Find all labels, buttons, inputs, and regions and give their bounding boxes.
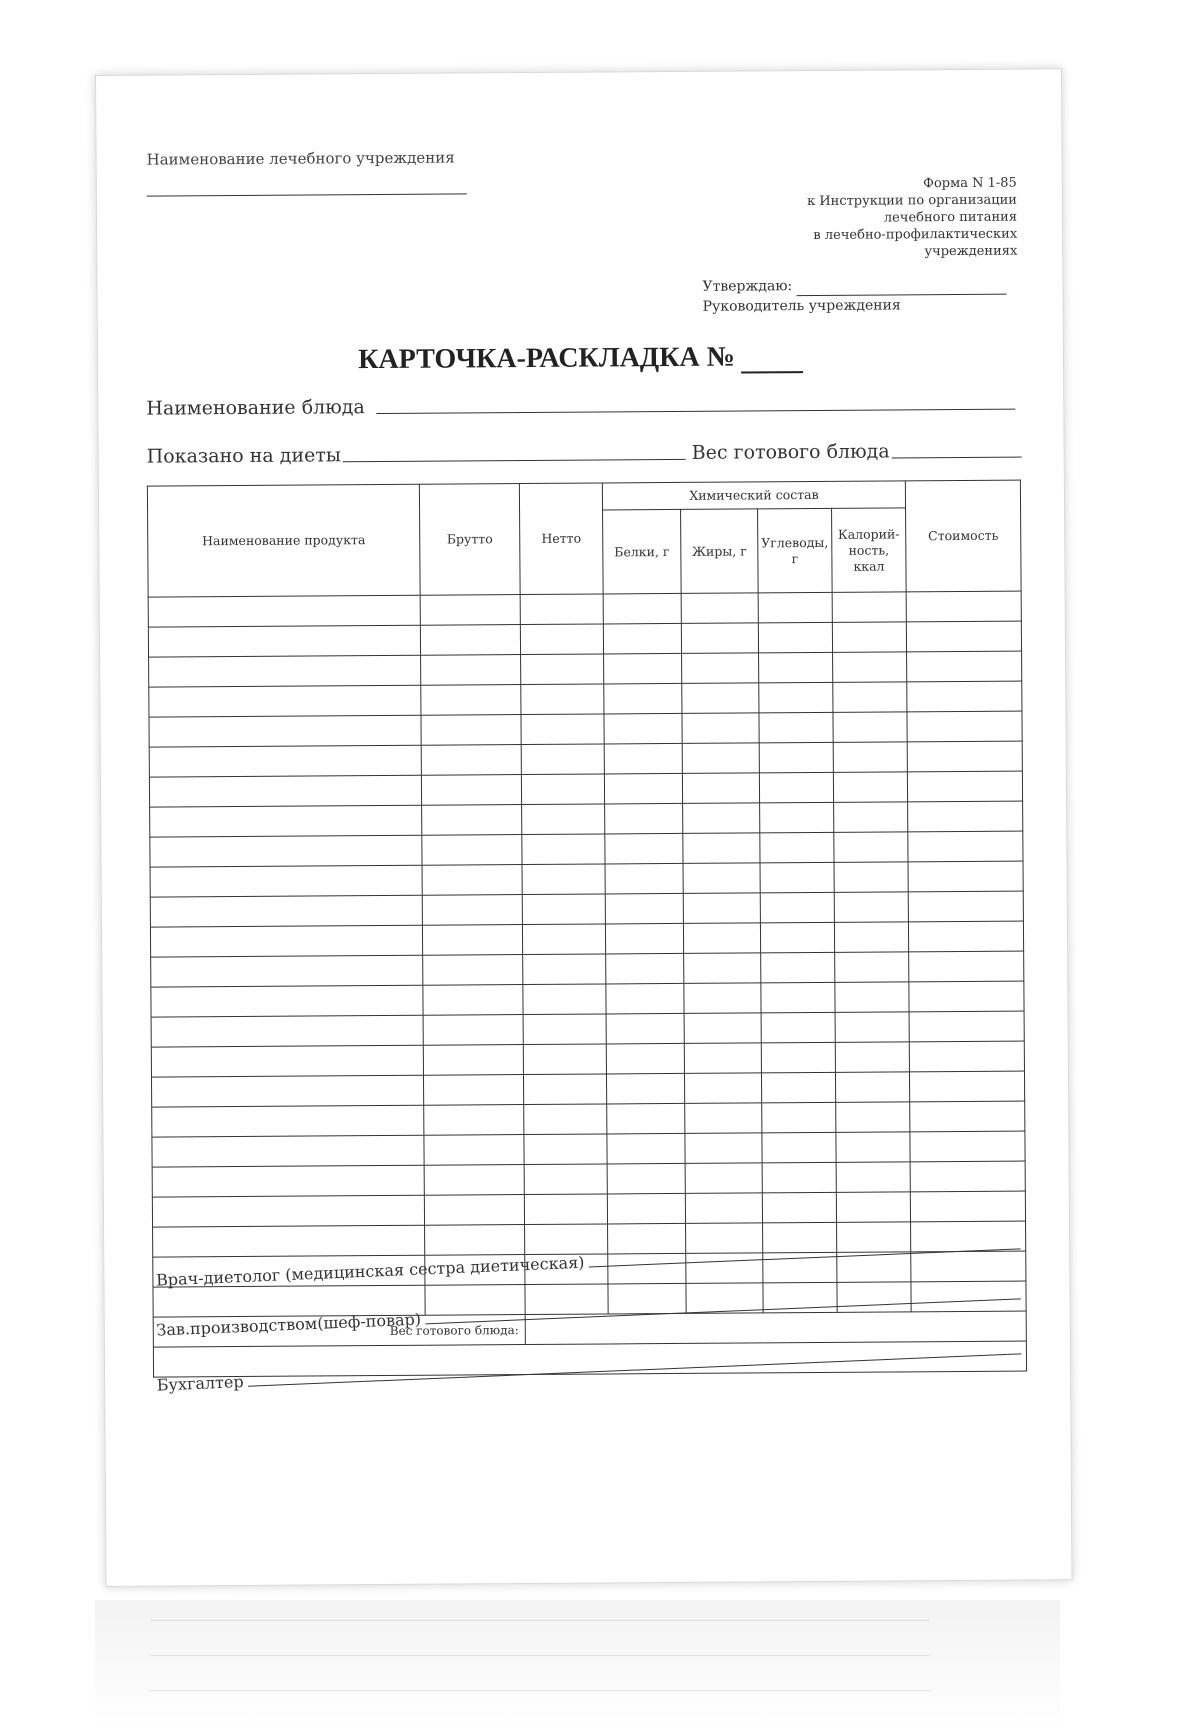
card-number-line[interactable] — [741, 371, 803, 373]
total-label: Вес готового блюда: — [153, 1315, 525, 1348]
institution-line[interactable] — [147, 193, 467, 196]
form-ref-line: в лечебно-профилактических — [813, 226, 1018, 243]
diets-row — [147, 440, 1022, 468]
col-netto: Нетто — [519, 483, 603, 595]
weight-label: Вес готового блюда — [691, 440, 890, 464]
reflection-line — [150, 1655, 930, 1656]
chef-label: Зав.производством(шеф-повар) — [156, 1309, 422, 1340]
form-page — [95, 68, 1073, 1587]
institution-label: Наименование лечебного учреждения — [146, 148, 455, 169]
col-fat: Жиры, г — [681, 509, 759, 594]
reflection-line — [150, 1690, 930, 1691]
dietitian-label: Врач-диетолог (медицинская сестра диетическая) — [155, 1252, 585, 1290]
col-product: Наименование продукта — [147, 484, 420, 597]
col-protein: Белки, г — [603, 509, 682, 594]
col-cost: Стоимость — [905, 480, 1021, 592]
reflection-line — [150, 1620, 930, 1621]
diets-line[interactable] — [343, 458, 686, 462]
title-text: КАРТОЧКА-РАСКЛАДКА № — [358, 341, 735, 376]
approve-role: Руководитель учреждения — [702, 297, 901, 315]
page-title — [98, 339, 1063, 378]
approval-block — [702, 275, 1006, 317]
accountant-label: Бухгалтер — [156, 1371, 244, 1395]
page-reflection — [95, 1600, 1060, 1732]
dish-name-label: Наименование блюда — [146, 396, 365, 420]
form-ref-line: Форма N 1-85 — [923, 175, 1017, 192]
form-ref-line: учреждениях — [924, 243, 1018, 260]
dish-name-line[interactable] — [377, 408, 1016, 414]
col-cal: Калорий-ность, ккал — [832, 508, 907, 593]
form-ref-line: лечебного питания — [883, 209, 1018, 226]
form-ref-line: к Инструкции по организации — [807, 192, 1017, 210]
col-chem: Химический состав — [602, 481, 905, 510]
dish-name-row — [146, 392, 1021, 420]
col-brutto: Брутто — [419, 484, 520, 596]
approve-label: Утверждаю: — [702, 278, 793, 295]
form-reference — [807, 175, 1017, 261]
col-carbs: Углеводы, г — [758, 508, 833, 593]
diets-label: Показано на диеты — [146, 444, 342, 468]
weight-line[interactable] — [892, 456, 1022, 459]
